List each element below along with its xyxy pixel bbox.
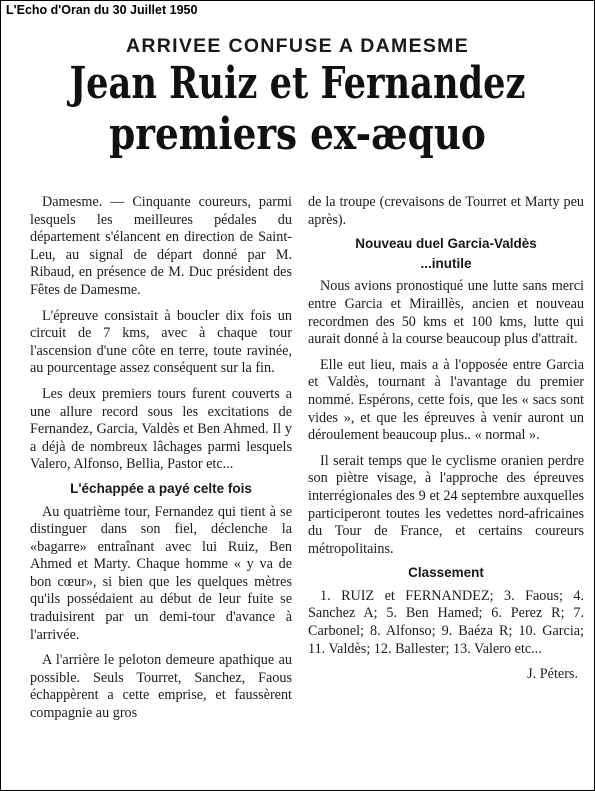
article-column-right [308,194,584,684]
paragraph: Damesme. — Cinquante coureurs, parmi lesquels les meilleures pédales du département s'élancent en direction de Saint-Leu, au signal de départ donné par M. Ribaud, en présence de M. Duc président des Fêtes de Damesme. [30,194,292,298]
headline-line-2: premiers ex-æquo [109,109,486,160]
subheading: Nouveau duel Garcia-Valdès [355,236,537,252]
article-column-left [30,194,292,731]
results-list: 1. RUIZ et FERNANDEZ; 3. Faous; 4. Sanchez A; 5. Ben Hamed; 6. Perez R; 7. Carbonel; 8. Alfonso; 9. Baéza R; 10. Garcia; 11. Valdès; 12. Ballester; 13. Valero etc... [308,587,584,657]
paragraph: A l'arrière le peloton demeure apathique au possible. Seuls Tourret, Sanchez, Faous échappèrent a cette emprise, et faussèrent compagnie au gros [30,652,292,722]
author-signature: J. Péters. [527,666,578,683]
kicker-headline: ARRIVEE CONFUSE A DAMESME [125,35,470,57]
paragraph: Nous avions pronostiqué une lutte sans merci entre Garcia et Miraillès, ancien et nouveau recordmen des 50 kms et 100 kms, lutte qui aurait donné à la course beaucoup plus d'attrait. [308,278,584,348]
paragraph: de la troupe (crevaisons de Tourret et Marty peu après). [308,194,584,228]
paragraph: L'épreuve consistait à boucler dix fois un circuit de 7 kms, avec à chaque tour l'ascension d'une côte en terre, toute ravinée, au pourcentage assez conséquent sur la fin. [30,307,292,377]
paragraph: Les deux premiers tours furent couverts a une allure record sous les excitations de Fernandez, Garcia, Valdès et Ben Ahmed. Il y a déjà de nombreux lâchages parmi lesquels Valero, Alfonso, Bellia, Pastor etc... [30,385,292,473]
headline-line-1: Jean Ruiz et Fernandez [69,58,526,109]
subheading: Classement [408,565,484,581]
paragraph: Elle eut lieu, mais a à l'opposée entre Garcia et Valdès, tournant à l'avantage du premier nommé. Espérons, cette fois, que les « sacs sont vides », et que les épreuves à venir auront un déroulement beaucoup plus.. « normal ». [308,356,584,444]
subheading: ...inutile [420,255,472,271]
main-headline [1,59,594,161]
paragraph: Il serait temps que le cyclisme oranien perdre son piètre visage, à l'approche des épreuves interrégionales des 9 et 24 septembre auxquelles participeront toutes les vedettes nord-africaines du Tour de France, et certains coureurs métropolitains. [308,452,584,557]
subheading: L'échappée a payé celte fois [70,480,252,496]
paragraph: Au quatrième tour, Fernandez qui tient à se distinguer dans son fiel, déclenche la «bagarre» entraînant avec lui Ruiz, Ben Ahmed et Marty. Chaque homme « y va de bon cœur», si bien que les quelques mètres qu'ils possédaient au début de leur fuite se traduisirent par un demi-tour d'avance à l'arrivée. [30,503,292,643]
source-caption: L'Echo d'Oran du 30 Juillet 1950 [6,3,198,17]
